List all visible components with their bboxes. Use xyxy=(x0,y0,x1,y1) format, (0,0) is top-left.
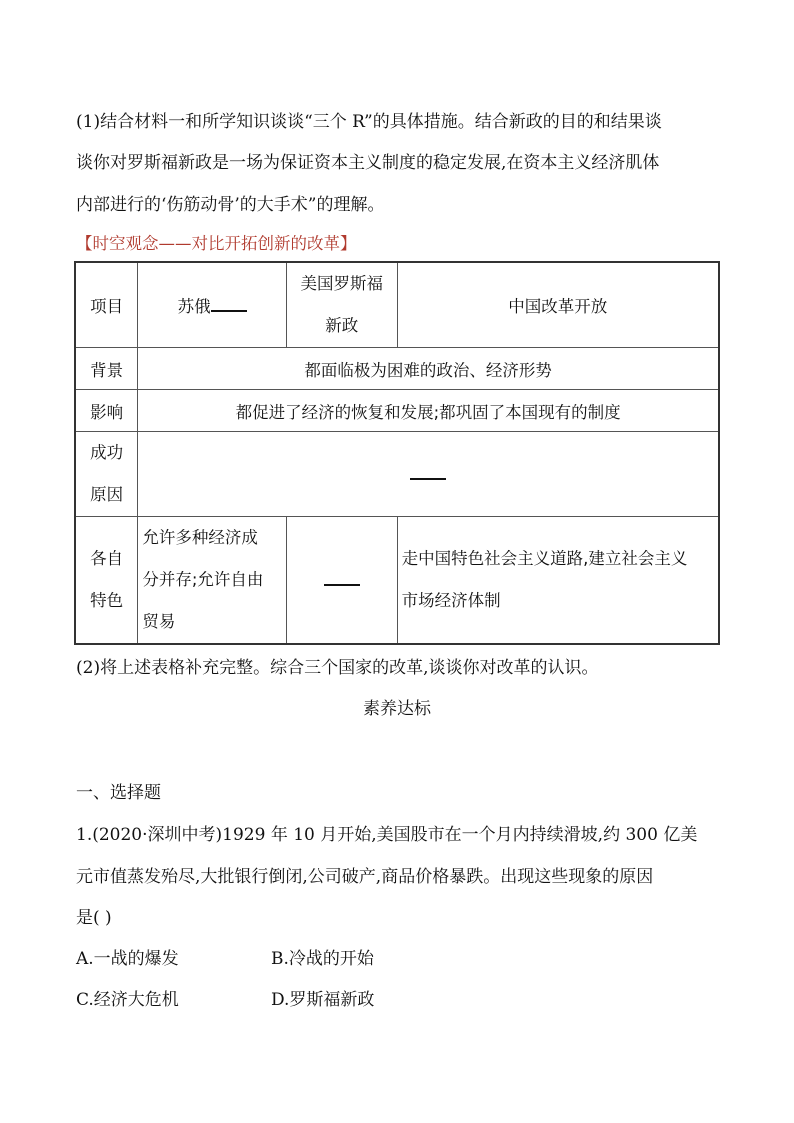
success-label-line-2: 原因 xyxy=(90,485,124,504)
section-title: 素养达标 xyxy=(363,699,431,719)
header-china: 中国改革开放 xyxy=(397,262,719,348)
header-us xyxy=(286,262,397,348)
header-soviet-label: 苏俄 xyxy=(177,297,211,316)
features-label xyxy=(75,517,138,645)
features-label-line-2: 特色 xyxy=(90,591,124,610)
success-blank xyxy=(410,477,446,480)
section-heading: 【时空观念——对比开拓创新的改革】 xyxy=(76,234,357,253)
china-features-line-1: 走中国特色社会主义道路,建立社会主义 xyxy=(401,549,688,568)
us-features-blank-cell xyxy=(286,517,397,645)
table-row-impact xyxy=(75,390,719,432)
table-row-features xyxy=(75,517,719,645)
china-features-line-2: 市场经济体制 xyxy=(401,591,501,610)
features-label-line-1: 各自 xyxy=(90,549,124,568)
table-header-row xyxy=(75,262,719,348)
soviet-blank xyxy=(211,309,247,312)
header-us-line-1: 美国罗斯福 xyxy=(300,274,383,293)
header-us-line-2: 新政 xyxy=(325,316,359,335)
option-c: C.经济大危机 xyxy=(76,990,179,1010)
success-label-line-1: 成功 xyxy=(90,443,124,462)
part-title: 一、选择题 xyxy=(76,783,161,803)
soviet-features xyxy=(138,517,287,645)
soviet-features-line-2: 分并存;允许自由 xyxy=(142,570,264,589)
question-1-line-3: 内部进行的‘伤筋动骨’的大手术”的理解。 xyxy=(76,195,385,215)
question-1-line-1: (1)结合材料一和所学知识谈谈“三个 R”的具体措施。结合新政的目的和结果谈 xyxy=(76,112,662,132)
success-label xyxy=(75,432,138,517)
china-features xyxy=(397,517,719,645)
question-2: (2)将上述表格补充完整。综合三个国家的改革,谈谈你对改革的认识。 xyxy=(76,658,599,678)
mcq-1-line-2: 元市值蒸发殆尽,大批银行倒闭,公司破产,商品价格暴跌。出现这些现象的原因 xyxy=(76,867,654,887)
reform-comparison-table xyxy=(74,261,720,645)
us-features-blank xyxy=(324,583,360,586)
soviet-features-line-1: 允许多种经济成 xyxy=(142,528,258,547)
header-item: 项目 xyxy=(75,262,138,348)
background-label: 背景 xyxy=(75,348,138,390)
option-d: D.罗斯福新政 xyxy=(271,990,375,1010)
impact-label: 影响 xyxy=(75,390,138,432)
soviet-features-line-3: 贸易 xyxy=(142,612,176,631)
table-row-background xyxy=(75,348,719,390)
background-text: 都面临极为困难的政治、经济形势 xyxy=(138,348,719,390)
table-row-success xyxy=(75,432,719,517)
success-blank-cell xyxy=(138,432,719,517)
question-1-line-2: 谈你对罗斯福新政是一场为保证资本主义制度的稳定发展,在资本主义经济肌体 xyxy=(76,153,660,173)
mcq-1-line-1: 1.(2020·深圳中考)1929 年 10 月开始,美国股市在一个月内持续滑坡,约 300 亿美 xyxy=(76,825,698,845)
header-soviet xyxy=(138,262,287,348)
mcq-1-line-3: 是( ) xyxy=(76,908,112,928)
impact-text: 都促进了经济的恢复和发展;都巩固了本国现有的制度 xyxy=(138,390,719,432)
option-a: A.一战的爆发 xyxy=(76,949,179,969)
option-b: B.冷战的开始 xyxy=(271,949,374,969)
